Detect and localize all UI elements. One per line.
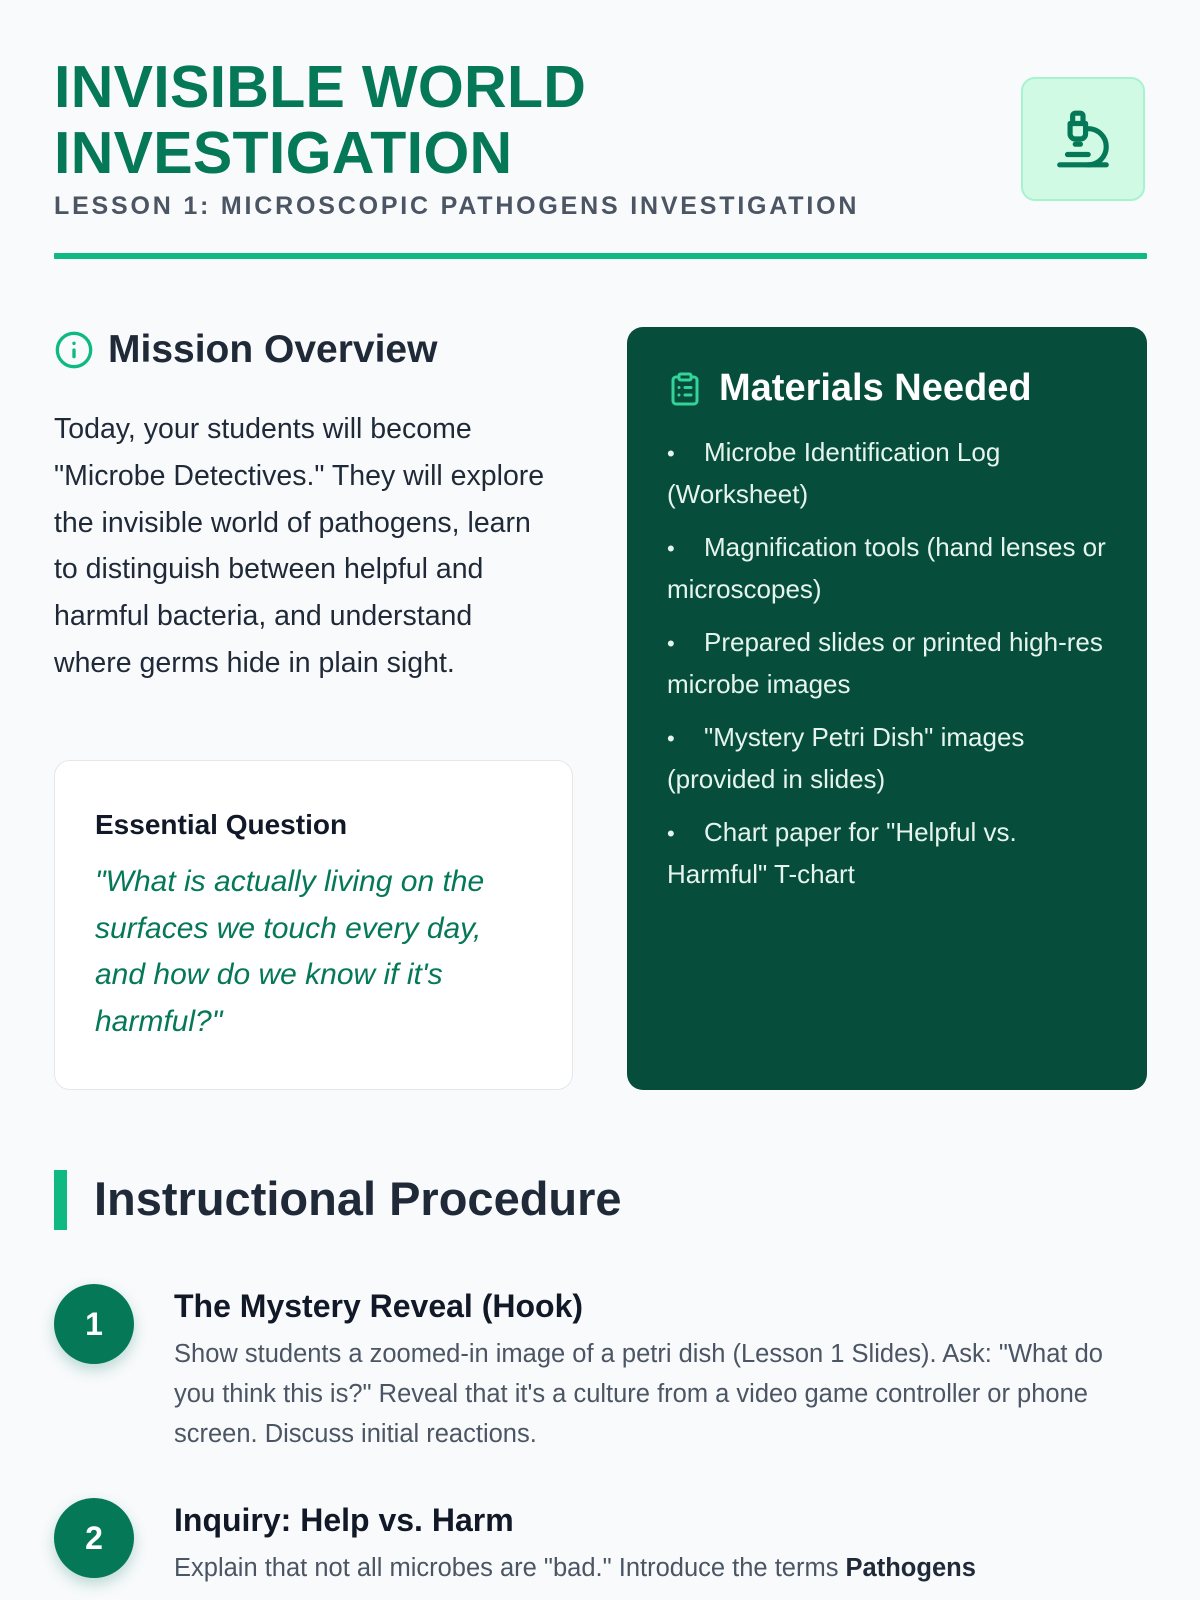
step-description xyxy=(174,1548,1134,1588)
step-description-text: Explain that not all microbes are "bad." Introduce the terms xyxy=(174,1554,846,1582)
list-item: • "Mystery Petri Dish" images (provided in slides) xyxy=(667,722,1025,794)
mission-overview-title: Mission Overview xyxy=(108,328,438,371)
mission-overview-heading xyxy=(54,328,437,372)
list-item: • Microbe Identification Log (Worksheet) xyxy=(667,437,1001,509)
mission-overview-text: Today, your students will become "Microbe Detectives." They will explore the invisible world of pathogens, learn to distinguish between helpful and harmful bacteria, and understand where germs hide in plain sight. xyxy=(54,413,545,679)
header-icon-badge xyxy=(1021,77,1145,201)
step-description: Show students a zoomed-in image of a petri dish (Lesson 1 Slides). Ask: "What do you think this is?" Reveal that it's a culture from a video game controller or phone screen. Discuss initial reactions. xyxy=(174,1340,1103,1448)
materials-panel xyxy=(627,327,1147,1090)
microscope-icon xyxy=(1052,108,1114,170)
list-item: • Magnification tools (hand lenses or microscopes) xyxy=(667,532,1106,604)
clipboard-icon xyxy=(667,369,703,409)
info-icon xyxy=(54,330,94,370)
header-divider xyxy=(54,253,1147,259)
essential-question-card xyxy=(54,760,573,1090)
step-title: The Mystery Reveal (Hook) xyxy=(174,1288,584,1324)
list-item: • Prepared slides or printed high-res microbe images xyxy=(667,627,1103,699)
lesson-subtitle: LESSON 1: MICROSCOPIC PATHOGENS INVESTIGATION xyxy=(54,192,860,220)
procedure-heading: Instructional Procedure xyxy=(94,1172,622,1225)
materials-list xyxy=(667,432,1107,894)
page-title-line-1: INVISIBLE WORLD xyxy=(54,54,587,120)
procedure-accent-bar xyxy=(54,1170,67,1230)
materials-heading xyxy=(667,367,1107,410)
step-title: Inquiry: Help vs. Harm xyxy=(174,1502,514,1538)
lesson-page xyxy=(54,0,1147,1600)
list-item: • Chart paper for "Helpful vs. Harmful" T-chart xyxy=(667,817,1017,889)
step-number-badge: 1 xyxy=(54,1284,134,1364)
step-number-badge: 2 xyxy=(54,1498,134,1578)
step-bold-term: Pathogens xyxy=(845,1554,976,1582)
materials-title: Materials Needed xyxy=(719,367,1032,409)
page-title-line-2: INVESTIGATION xyxy=(54,120,513,186)
essential-question-quote: "What is actually living on the surfaces we touch every day, and how do we know if it's harmful?" xyxy=(95,865,485,1038)
essential-question-title: Essential Question xyxy=(95,809,348,840)
